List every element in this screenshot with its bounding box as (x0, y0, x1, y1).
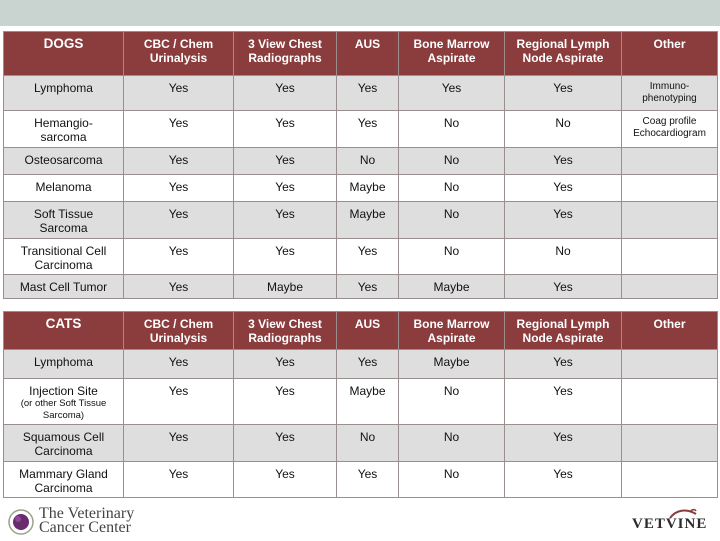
table-row (4, 379, 718, 425)
cats-header-row (4, 312, 718, 350)
row-name: Lymphoma (4, 350, 124, 379)
header-other: Other (622, 32, 718, 76)
cell-lymph: Yes (505, 148, 622, 175)
cell-chest: Yes (234, 148, 337, 175)
cell-lymph: Yes (505, 76, 622, 111)
cell-cbc: Yes (124, 350, 234, 379)
header-chest-radiographs: 3 View Chest Radiographs (234, 312, 337, 350)
cell-lymph: Yes (505, 175, 622, 202)
cell-marrow: No (399, 425, 505, 462)
cell-lymph: No (505, 239, 622, 275)
row-name: Soft Tissue Sarcoma (4, 202, 124, 239)
cell-cbc: Yes (124, 239, 234, 275)
header-bone-marrow: Bone Marrow Aspirate (399, 32, 505, 76)
vetvine-logo (632, 510, 714, 538)
cell-chest: Yes (234, 111, 337, 148)
table-row (4, 111, 718, 148)
row-name: Mast Cell Tumor (4, 275, 124, 299)
cell-other (622, 239, 718, 275)
header-lymph-node: Regional Lymph Node Aspirate (505, 32, 622, 76)
row-name: Mammary Gland Carcinoma (4, 462, 124, 498)
cell-chest: Yes (234, 379, 337, 425)
cell-cbc: Yes (124, 148, 234, 175)
top-banner (0, 0, 720, 26)
cell-chest: Yes (234, 202, 337, 239)
cell-cbc: Yes (124, 175, 234, 202)
cell-cbc: Yes (124, 425, 234, 462)
cell-aus: No (337, 425, 399, 462)
header-bone-marrow: Bone Marrow Aspirate (399, 312, 505, 350)
cell-marrow: Maybe (399, 275, 505, 299)
row-name: Melanoma (4, 175, 124, 202)
cell-lymph: Yes (505, 425, 622, 462)
table-row (4, 148, 718, 175)
cell-chest: Yes (234, 175, 337, 202)
cell-other: Immuno- phenotyping (622, 76, 718, 111)
cell-other (622, 462, 718, 498)
header-species: CATS (4, 312, 124, 350)
cell-aus: Yes (337, 350, 399, 379)
cell-marrow: Maybe (399, 350, 505, 379)
table-row (4, 239, 718, 275)
cell-marrow: No (399, 202, 505, 239)
vetvine-wordmark: VETVINE (632, 516, 708, 532)
cell-chest: Yes (234, 76, 337, 111)
header-lymph-node: Regional Lymph Node Aspirate (505, 312, 622, 350)
row-name-main: Injection Site (29, 384, 98, 398)
table-row (4, 462, 718, 498)
table-row (4, 425, 718, 462)
cell-cbc: Yes (124, 111, 234, 148)
table-row (4, 350, 718, 379)
row-name: Lymphoma (4, 76, 124, 111)
row-name: Transitional Cell Carcinoma (4, 239, 124, 275)
cell-aus: Yes (337, 275, 399, 299)
cell-other (622, 275, 718, 299)
cell-other (622, 379, 718, 425)
table-row (4, 275, 718, 299)
cell-aus: Maybe (337, 202, 399, 239)
logo-text (39, 507, 134, 535)
row-name: Squamous Cell Carcinoma (4, 425, 124, 462)
cell-aus: Yes (337, 76, 399, 111)
cell-chest: Maybe (234, 275, 337, 299)
header-aus: AUS (337, 32, 399, 76)
cell-lymph: Yes (505, 379, 622, 425)
cell-lymph: Yes (505, 275, 622, 299)
cell-marrow: No (399, 239, 505, 275)
dogs-header-row (4, 32, 718, 76)
cell-marrow: No (399, 462, 505, 498)
dogs-table (3, 31, 718, 299)
cell-lymph: Yes (505, 350, 622, 379)
cell-chest: Yes (234, 350, 337, 379)
cell-cbc: Yes (124, 462, 234, 498)
cats-table (3, 311, 718, 498)
cell-other (622, 202, 718, 239)
cell-cbc: Yes (124, 202, 234, 239)
cell-chest: Yes (234, 462, 337, 498)
cell-cbc: Yes (124, 76, 234, 111)
cell-lymph: No (505, 111, 622, 148)
logo-text-line2: Cancer Center (39, 519, 131, 536)
header-aus: AUS (337, 312, 399, 350)
cell-aus: Yes (337, 239, 399, 275)
purple-circle-logo-icon (8, 509, 34, 535)
cell-other (622, 425, 718, 462)
cell-other (622, 148, 718, 175)
header-species: DOGS (4, 32, 124, 76)
cell-other (622, 175, 718, 202)
row-name (4, 379, 124, 425)
cell-marrow: No (399, 111, 505, 148)
table-row (4, 76, 718, 111)
cell-aus: Yes (337, 111, 399, 148)
cell-other: Coag profile Echocardiogram (622, 111, 718, 148)
cell-chest: Yes (234, 425, 337, 462)
table-row (4, 175, 718, 202)
header-other: Other (622, 312, 718, 350)
table-row (4, 202, 718, 239)
cell-aus: No (337, 148, 399, 175)
header-cbc-chem: CBC / Chem Urinalysis (124, 32, 234, 76)
footer (0, 500, 720, 541)
cell-marrow: No (399, 379, 505, 425)
cell-cbc: Yes (124, 275, 234, 299)
cell-cbc: Yes (124, 379, 234, 425)
cell-lymph: Yes (505, 202, 622, 239)
row-name-sub: (or other Soft Tissue Sarcoma) (20, 398, 107, 421)
cell-aus: Maybe (337, 379, 399, 425)
row-name: Osteosarcoma (4, 148, 124, 175)
cell-marrow: No (399, 148, 505, 175)
cell-lymph: Yes (505, 462, 622, 498)
logo-text-line1: The Veterinary (39, 505, 135, 522)
cell-aus: Yes (337, 462, 399, 498)
cell-marrow: No (399, 175, 505, 202)
header-chest-radiographs: 3 View Chest Radiographs (234, 32, 337, 76)
cell-aus: Maybe (337, 175, 399, 202)
cell-other (622, 350, 718, 379)
row-name: Hemangio- sarcoma (4, 111, 124, 148)
header-cbc-chem: CBC / Chem Urinalysis (124, 312, 234, 350)
cell-chest: Yes (234, 239, 337, 275)
cell-marrow: Yes (399, 76, 505, 111)
